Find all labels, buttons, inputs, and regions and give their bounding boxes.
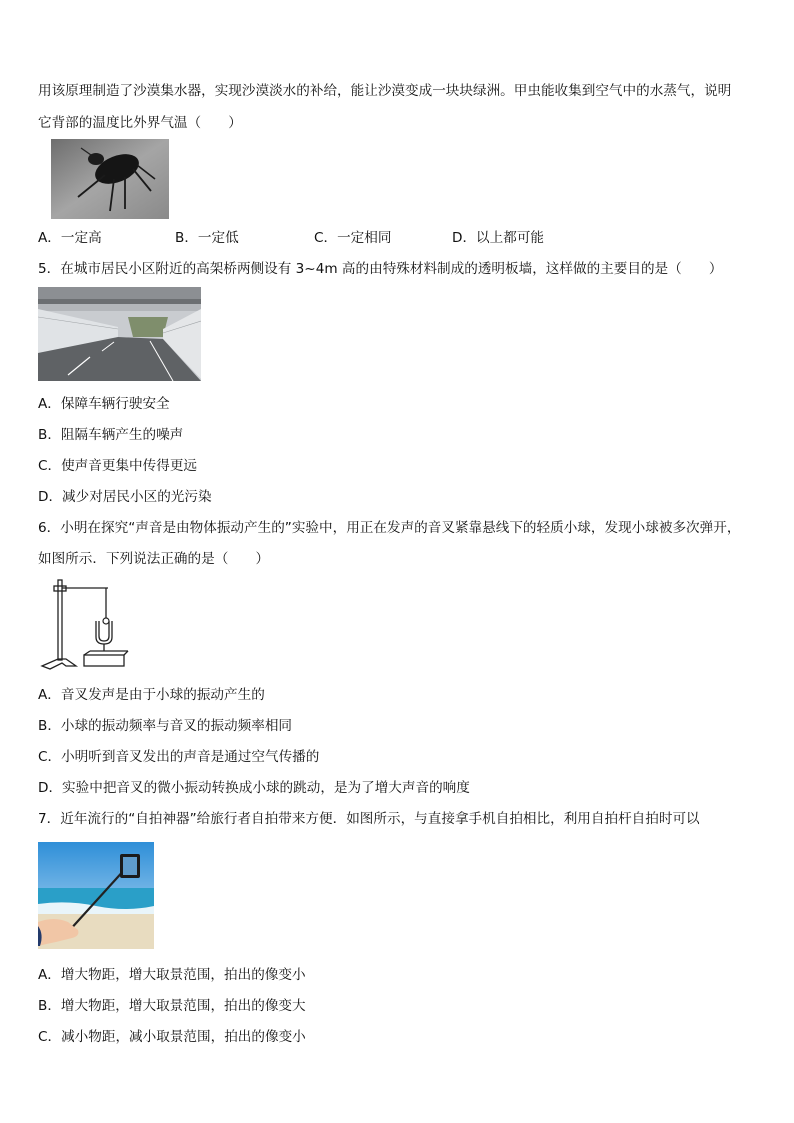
q5-stem: 5．在城市居民小区附近的高架桥两侧设有 3~4m 高的由特殊材料制成的透明板墙，这样做的主要目的是（ ） — [38, 261, 723, 277]
q4-text-line1: 用该原理制造了沙漠集水器，实现沙漠淡水的补给，能让沙漠变成一块块绿洲。甲虫能收集到空气中的水蒸气，说明 — [38, 83, 732, 99]
selfie-stick-image — [38, 842, 154, 949]
q6-option-d: D．实验中把音叉的微小振动转换成小球的跳动，是为了增大声音的响度 — [38, 780, 470, 796]
q6-option-c: C．小明听到音叉发出的声音是通过空气传播的 — [38, 749, 320, 765]
q4-text-line2: 它背部的温度比外界气温（ ） — [38, 115, 242, 131]
overpass-barrier-image — [38, 287, 201, 381]
q4-option-d: D．以上都可能 — [452, 230, 545, 246]
q6-stem-line1: 6．小明在探究“声音是由物体振动产生的”实验中，用正在发声的音叉紧靠悬线下的轻质小球，发现小球被多次弹开， — [38, 520, 741, 536]
q5-option-c: C．使声音更集中传得更远 — [38, 458, 198, 474]
q6-stem-line2: 如图所示．下列说法正确的是（ ） — [38, 551, 270, 567]
q4-options — [0, 229, 794, 247]
q7-option-c: C．减小物距，减小取景范围，拍出的像变小 — [38, 1029, 306, 1045]
q6-option-a: A．音叉发声是由于小球的振动产生的 — [38, 687, 265, 703]
q7-option-b: B．增大物距，增大取景范围，拍出的像变大 — [38, 998, 306, 1014]
beetle-image — [51, 139, 169, 219]
q4-option-a: A．一定高 — [38, 230, 102, 246]
q5-option-d: D．减少对居民小区的光污染 — [38, 489, 212, 505]
q5-option-b: B．阻隔车辆产生的噪声 — [38, 427, 184, 443]
q7-stem: 7．近年流行的“自拍神器”给旅行者自拍带来方便．如图所示，与直接拿手机自拍相比，利用自拍杆自拍时可以 — [38, 811, 700, 827]
q5-option-a: A．保障车辆行驶安全 — [38, 396, 170, 412]
q4-option-b: B．一定低 — [175, 230, 239, 246]
q7-option-a: A．增大物距，增大取景范围，拍出的像变小 — [38, 967, 306, 983]
q6-option-b: B．小球的振动频率与音叉的振动频率相同 — [38, 718, 293, 734]
tuning-fork-diagram — [40, 577, 130, 673]
q4-option-c: C．一定相同 — [314, 230, 392, 246]
